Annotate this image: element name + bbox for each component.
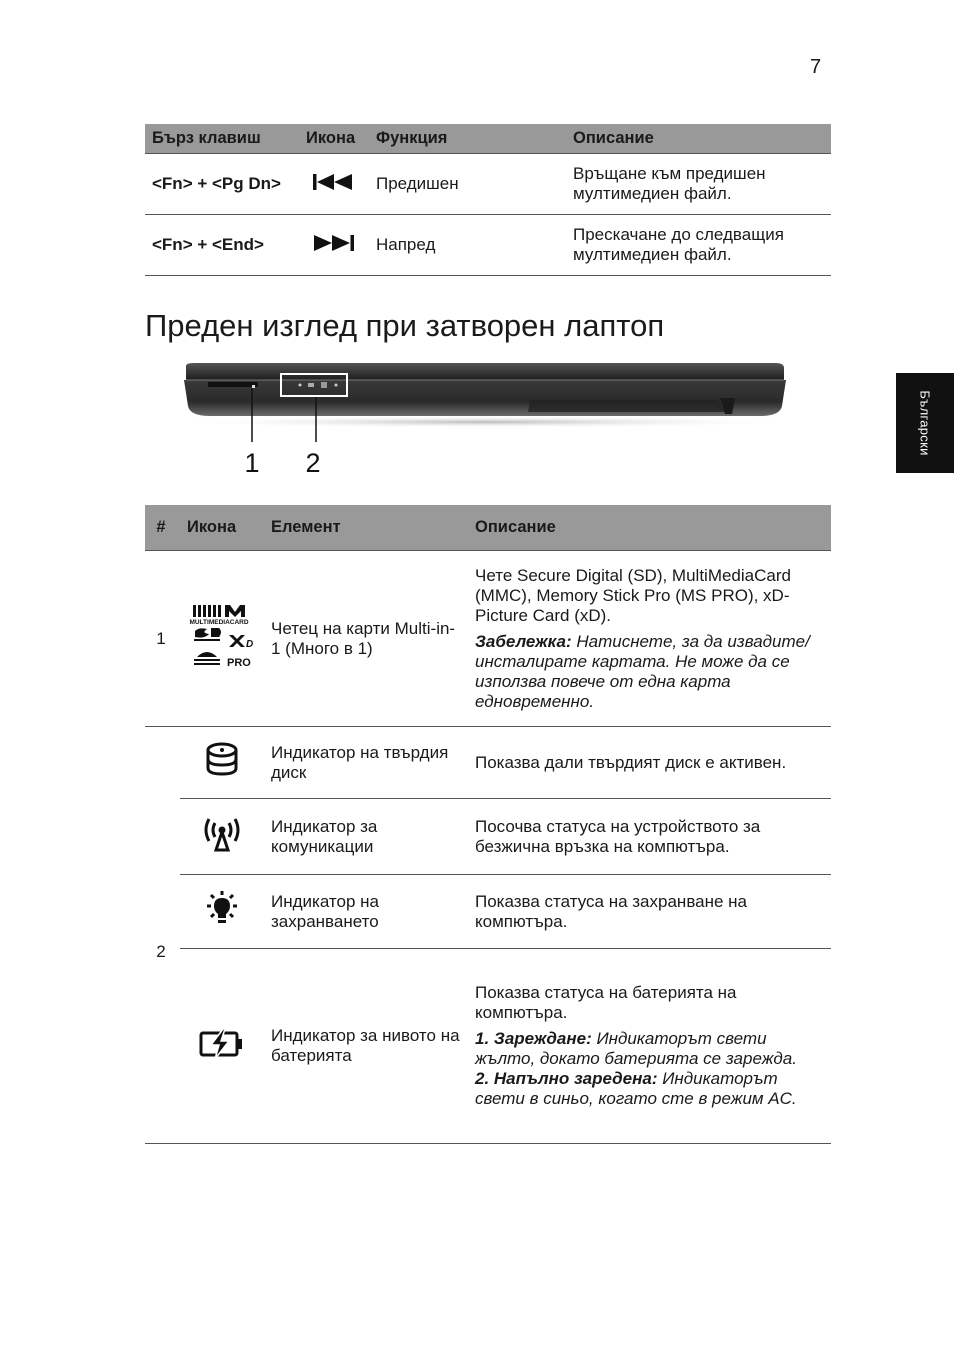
svg-text:D: D	[246, 639, 254, 650]
mmc-logo-text: MULTIMEDIACARD	[189, 619, 249, 626]
components-header-row	[145, 505, 831, 551]
description-cell: Посочва статуса на устройството за безжична връзка на компютъра.	[468, 799, 831, 875]
header-hotkey: Бърз клавиш	[145, 124, 299, 154]
power-light-icon	[204, 890, 240, 928]
icon-cell	[180, 551, 264, 727]
icon-cell	[299, 215, 369, 276]
card-reader-logos-icon	[189, 603, 255, 669]
page-number: 7	[810, 56, 822, 78]
laptop-front-illustration	[160, 360, 810, 480]
description-cell: Показва статуса на захранване на компютъра.	[468, 875, 831, 949]
components-table	[145, 505, 831, 1144]
header-icon: Икона	[299, 124, 369, 154]
header-function: Функция	[369, 124, 566, 154]
header-element: Елемент	[264, 505, 468, 551]
description-cell: Показва дали твърдият диск е активен.	[468, 727, 831, 799]
fully-charged-label: 2. Напълно заредена:	[475, 1069, 658, 1088]
icon-cell	[180, 799, 264, 875]
element-cell: Индикатор за нивото на батерията	[264, 949, 468, 1144]
pro-logo-text: PRO	[227, 657, 251, 669]
description-cell: Прескачане до следващия мултимедиен файл.	[566, 215, 831, 276]
description-cell	[468, 949, 831, 1144]
fully-charged-note	[475, 1069, 824, 1109]
icon-cell	[180, 875, 264, 949]
row-number: 2	[145, 727, 180, 1144]
hard-disk-icon	[205, 742, 239, 778]
language-label: Български	[917, 390, 933, 456]
hotkey-cell: <Fn> + <End>	[145, 215, 299, 276]
table-row	[145, 727, 831, 799]
description-cell: Връщане към предишен мултимедиен файл.	[566, 154, 831, 215]
description-cell	[468, 551, 831, 727]
function-cell: Напред	[369, 215, 566, 276]
note	[475, 632, 824, 712]
previous-track-icon	[312, 173, 356, 191]
hotkey-table	[145, 124, 831, 276]
fully-charged-text: Индикаторът свети в синьо, когато сте в режим AC.	[475, 1069, 797, 1108]
element-cell: Индикатор за комуникации	[264, 799, 468, 875]
description-text: Чете Secure Digital (SD), MultiMediaCard (MMC), Memory Stick Pro (MS PRO), xD-Picture Card (xD).	[475, 565, 791, 625]
table-row	[145, 875, 831, 949]
charging-label: 1. Зареждане:	[475, 1029, 592, 1048]
note-label: Забележка:	[475, 631, 572, 651]
hotkey-cell: <Fn> + <Pg Dn>	[145, 154, 299, 215]
row-number: 1	[145, 551, 180, 727]
element-cell: Индикатор на захранването	[264, 875, 468, 949]
element-cell: Четец на карти Multi-in-1 (Много в 1)	[264, 551, 468, 727]
callout-1: 1	[244, 448, 260, 478]
battery-charging-icon	[199, 1029, 245, 1059]
function-cell: Предишен	[369, 154, 566, 215]
header-icon: Икона	[180, 505, 264, 551]
note-text: Натиснете, за да извадите/инсталирате картата. Не може да се използва повече от една карта едновременно.	[475, 631, 810, 711]
header-description: Описание	[468, 505, 831, 551]
table-row	[145, 949, 831, 1144]
table-row	[145, 215, 831, 276]
table-row	[145, 551, 831, 727]
hotkey-header-row	[145, 124, 831, 154]
description-text: Показва статуса на батерията на компютъра.	[475, 983, 737, 1022]
language-side-tab	[896, 373, 954, 473]
callout-2: 2	[305, 448, 321, 478]
table-row	[145, 154, 831, 215]
header-description: Описание	[566, 124, 831, 154]
icon-cell	[180, 727, 264, 799]
section-title: Преден изглед при затворен лаптоп	[145, 308, 665, 343]
charging-text: Индикаторът свети жълто, докато батерията се зарежда.	[475, 1029, 797, 1068]
charging-note	[475, 1029, 824, 1069]
icon-cell	[180, 949, 264, 1144]
next-track-icon	[312, 234, 356, 252]
wireless-communication-icon	[200, 816, 244, 852]
table-row	[145, 799, 831, 875]
icon-cell	[299, 154, 369, 215]
header-number: #	[145, 505, 180, 551]
element-cell: Индикатор на твърдия диск	[264, 727, 468, 799]
